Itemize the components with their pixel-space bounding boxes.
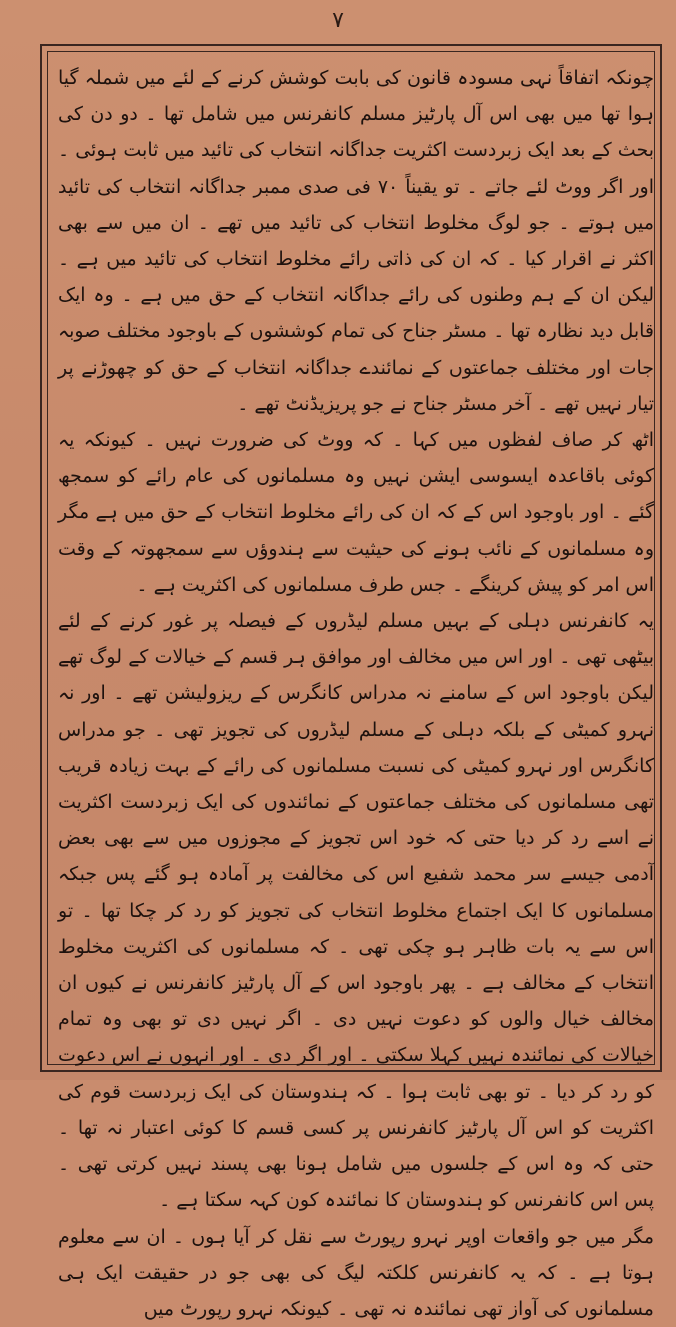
body-text bbox=[58, 60, 654, 1066]
page-number: ٧ bbox=[0, 8, 676, 33]
paragraph: چونکہ اتفاقاً نہی مسودہ قانون کی بابت کوشش کرنے کے لئے میں شملہ گیا ہوا تھا میں بھی اس آل پارٹیز مسلم کانفرنس میں شامل تھا ۔ دو دن کی بحث کے بعد ایک زبردست اکثریت جداگانہ انتخاب کی تائید میں ثابت ہوئی ۔ اور اگر ووٹ لئے جاتے ۔ تو یقیناً ٧٠ فی صدی ممبر جداگانہ انتخاب کی تائید میں ہوتے ۔ جو لوگ مخلوط انتخاب کی تائید میں تھے ۔ ان میں سے بھی اکثر نے اقرار کیا ۔ کہ ان کی ذاتی رائے مخلوط انتخاب کی تائید میں ہے ۔ لیکن ان کے ہم وطنوں کی رائے جداگانہ انتخاب کے حق میں ہے ۔ وہ ایک قابل دید نظارہ تھا ۔ مسٹر جناح کی تمام کوششوں کے باوجود مختلف صوبہ جات اور مختلف جماعتوں کے نمائندے جداگانہ انتخاب کے حق کو چھوڑنے پر تیار نہیں تھے ۔ آخر مسٹر جناح نے جو پریزیڈنٹ تھے ۔ bbox=[58, 60, 654, 422]
paragraph: اٹھ کر صاف لفظوں میں کہا ۔ کہ ووٹ کی ضرورت نہیں ۔ کیونکہ یہ کوئی باقاعدہ ایسوسی ایشن نہیں وہ مسلمانوں کی عام رائے کو سمجھ گئے ۔ اور باوجود اس کے کہ ان کی رائے مخلوط انتخاب کے حق میں ہے مگر وہ مسلمانوں کے نائب ہونے کی حیثیت سے ہندوؤں سے سمجھوتہ کے وقت اس امر کو پیش کرینگے ۔ جس طرف مسلمانوں کی اکثریت ہے ۔ bbox=[58, 422, 654, 603]
paragraph: یہ کانفرنس دہلی کے بہیں مسلم لیڈروں کے فیصلہ پر غور کرنے کے لئے بیٹھی تھی ۔ اور اس میں مخالف اور موافق ہر قسم کے خیالات کے لوگ تھے لیکن باوجود اس کے سامنے نہ مدراس کانگرس کے ریزولیشن تھے ۔ اور نہ نہرو کمیٹی کے بلکہ دہلی کے مسلم لیڈروں کی تجویز تھی ۔ جو مدراس کانگرس اور نہرو کمیٹی کی نسبت مسلمانوں کی رائے کے بہت زیادہ قریب تھی مسلمانوں کی مختلف جماعتوں کے نمائندوں کی ایک زبردست اکثریت نے اسے رد کر دیا حتی کہ خود اس تجویز کے مجوزوں میں سے بھی بعض آدمی جیسے سر محمد شفیع اس کی مخالفت پر آمادہ ہو گئے پس جبکہ مسلمانوں کا ایک اجتماع مخلوط انتخاب کی تجویز کو رد کر چکا تھا ۔ تو اس سے یہ بات ظاہر ہو چکی تھی ۔ کہ مسلمانوں کی اکثریت مخلوط انتخاب کے مخالف ہے ۔ پھر باوجود اس کے آل پارٹیز کانفرنس نے کیوں ان مخالف خیال والوں کو دعوت نہیں دی ۔ اگر نہیں دی تو بھی وہ تمام خیالات کی نمائندہ نہیں کہلا سکتی ۔ اور اگر دی ۔ اور انہوں نے اس دعوت کو رد کر دیا ۔ تو بھی ثابت ہوا ۔ کہ ہندوستان کی ایک زبردست قوم کی اکثریت کو اس آل پارٹیز کانفرنس پر کسی قسم کا کوئی اعتبار نہ تھا ۔ حتی کہ وہ اس کے جلسوں میں شامل ہونا بھی پسند نہیں کرتی تھی ۔ پس اس کانفرنس کو ہندوستان کا نمائندہ کون کہہ سکتا ہے ۔ bbox=[58, 603, 654, 1218]
paragraph: مگر میں جو واقعات اوپر نہرو رپورٹ سے نقل کر آیا ہوں ۔ ان سے معلوم ہوتا ہے ۔ کہ یہ کانفرنس کلکتہ لیگ کی بھی جو در حقیقت ایک ہی مسلمانوں کی آواز تھی نمائندہ نہ تھی ۔ کیونکہ نہرو رپورٹ میں bbox=[58, 1219, 654, 1327]
